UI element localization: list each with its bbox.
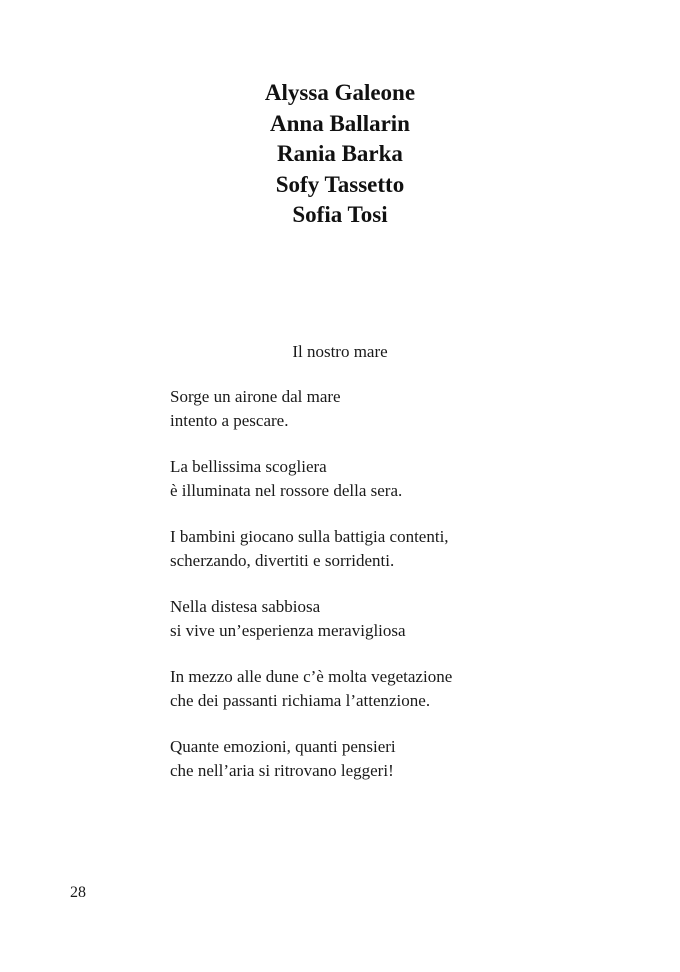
author-name: Sofy Tassetto <box>275 171 405 197</box>
poem-line: Quante emozioni, quanti pensieri <box>170 737 396 756</box>
poem-line: Nella distesa sabbiosa <box>170 597 321 616</box>
poem-stanza <box>170 665 650 713</box>
poem-line: Sorge un airone dal mare <box>170 387 341 406</box>
poem-stanza <box>170 595 650 643</box>
poem-stanza <box>170 385 650 433</box>
poem-line: intento a pescare. <box>170 411 289 430</box>
poem-stanza <box>170 455 650 503</box>
poem-stanza <box>170 525 650 573</box>
poem-line: La bellissima scogliera <box>170 457 327 476</box>
poem-line: scherzando, divertiti e sorridenti. <box>170 551 395 570</box>
poem-stanza <box>170 735 650 783</box>
poem-line: si vive un’esperienza meravigliosa <box>170 621 406 640</box>
author-name: Sofia Tosi <box>292 202 388 227</box>
poem-line: I bambini giocano sulla battigia contenti, <box>170 527 449 546</box>
author-name: Anna Ballarin <box>270 110 410 136</box>
poem-title: Il nostro mare <box>292 342 388 361</box>
poem-line: è illuminata nel rossore della sera. <box>170 481 403 500</box>
poem-line: che dei passanti richiama l’attenzione. <box>170 691 431 710</box>
author-name: Alyssa Galeone <box>264 80 416 105</box>
page-number: 28 <box>70 884 86 901</box>
poem-line: In mezzo alle dune c’è molta vegetazione <box>170 667 453 686</box>
author-name: Rania Barka <box>277 141 403 166</box>
poem-line: che nell’aria si ritrovano leggeri! <box>170 761 394 780</box>
poem-body <box>170 385 650 805</box>
author-list <box>0 78 680 231</box>
